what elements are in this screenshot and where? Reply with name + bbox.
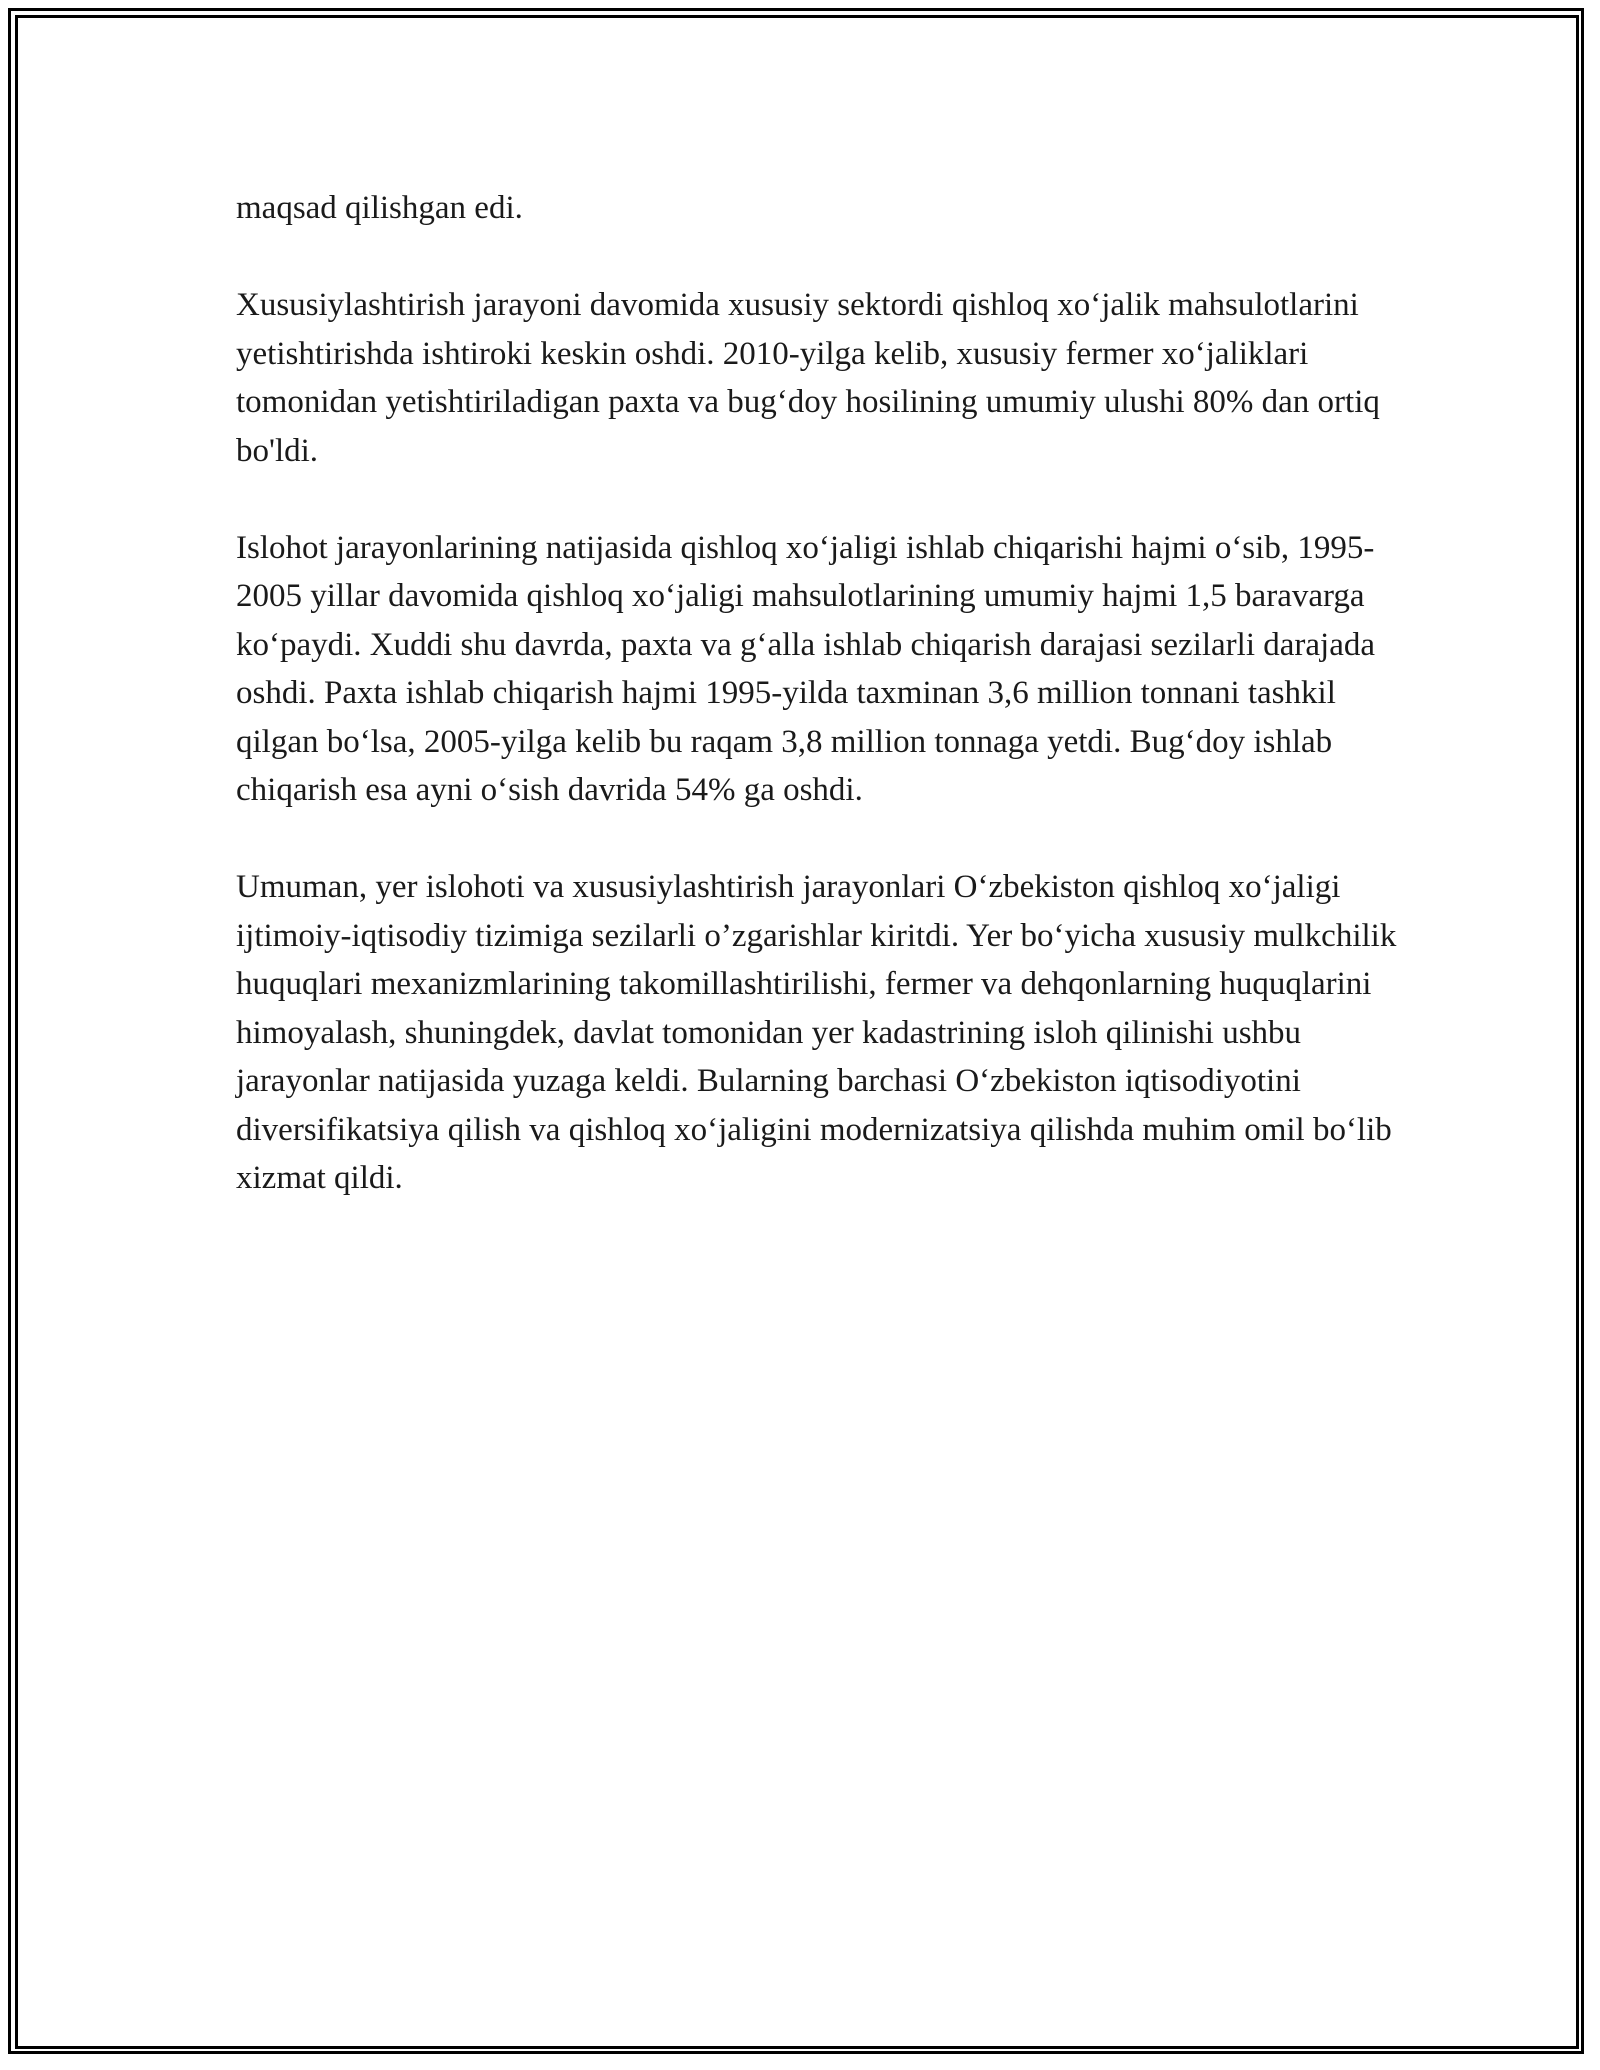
paragraph-continuation: maqsad qilishgan edi. xyxy=(236,190,523,226)
paragraph-conclusion: Umuman, yer islohoti va xususiylashtirish jarayonlari O‘zbekiston qishloq xo‘jaligi ijtimoiy-iqtisodiy tizimiga sezilarli o’zgarishlar kiritdi. Yer bo‘yicha xususiy mulkchilik huquqlari mexanizmlarining takomillashtirilishi, fermer va dehqonlarning huquqlarini himoyalash, shuningdek, davlat tomonidan yer kadastrining isloh qilinishi ushbu jarayonlar natijasida yuzaga keldi. Bularning barchasi O‘zbekiston iqtisodiyotini diversifikatsiya qilish va qishloq xo‘jaligini modernizatsiya qilishda muhim omil bo‘lib xizmat qildi. xyxy=(236,869,1397,1196)
document-body xyxy=(236,184,1406,1251)
paragraph-privatization: Xususiylashtirish jarayoni davomida xususiy sektordi qishloq xo‘jalik mahsulotlarini yetishtirishda ishtiroki keskin oshdi. 2010-yilga kelib, xususiy fermer xo‘jaliklari tomonidan yetishtiriladigan paxta va bug‘doy hosilining umumiy ulushi 80% dan ortiq bo'ldi. xyxy=(236,287,1380,469)
paragraph-reform-results: Islohot jarayonlarining natijasida qishloq xo‘jaligi ishlab chiqarishi hajmi o‘sib, 1995-2005 yillar davomida qishloq xo‘jaligi mahsulotlarining umumiy hajmi 1,5 baravarga ko‘paydi. Xuddi shu davrda, paxta va g‘alla ishlab chiqarish darajasi sezilarli darajada oshdi. Paxta ishlab chiqarish hajmi 1995-yilda taxminan 3,6 million tonnani tashkil qilgan bo‘lsa, 2005-yilga kelib bu raqam 3,8 million tonnaga yetdi. Bug‘doy ishlab chiqarish esa ayni o‘sish davrida 54% ga oshdi. xyxy=(236,529,1375,808)
